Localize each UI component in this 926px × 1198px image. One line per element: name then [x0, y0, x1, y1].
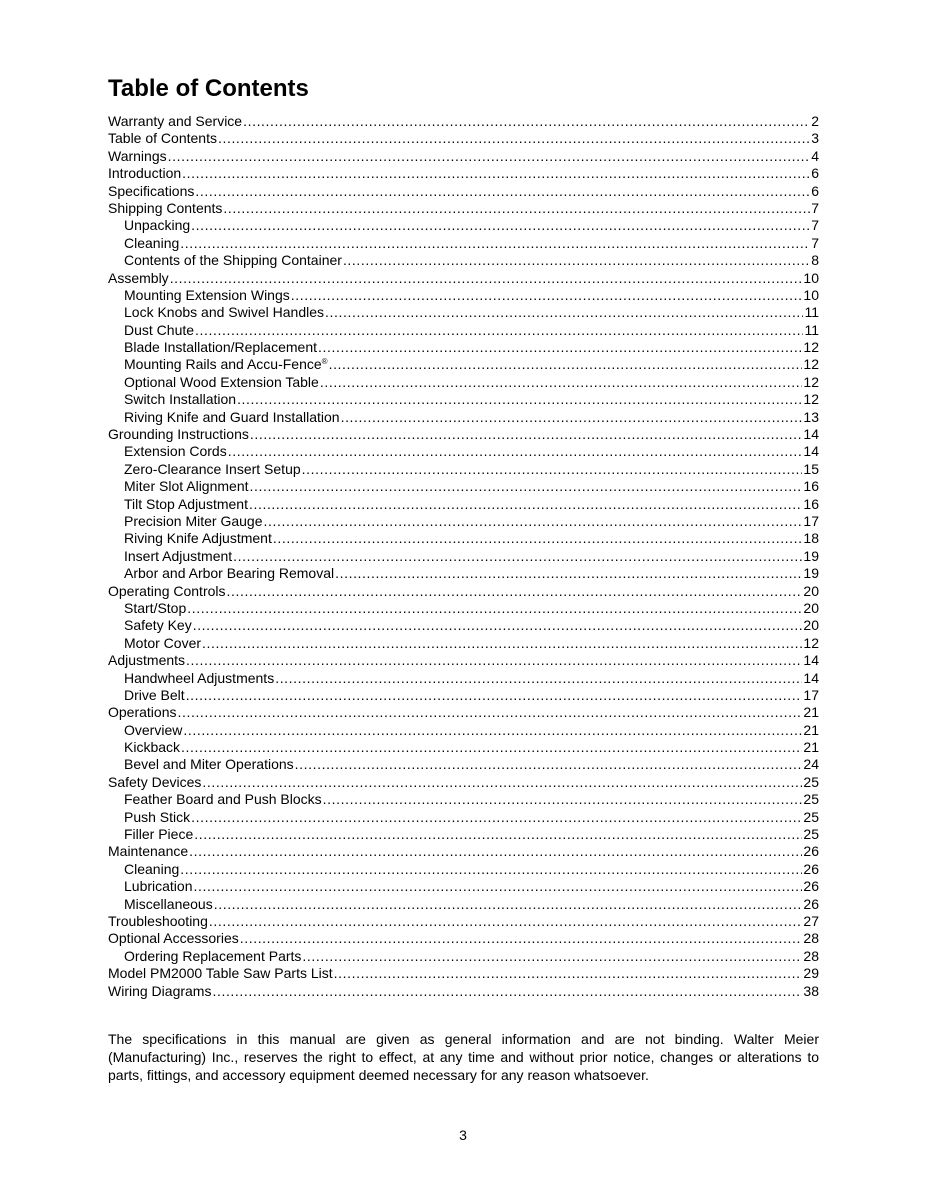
toc-entry-page: 8 — [811, 252, 819, 269]
toc-entry-page: 25 — [803, 808, 819, 825]
toc-entry-text: Lock Knobs and Swivel Handles — [124, 304, 325, 321]
toc-entry-page: 7 — [811, 199, 819, 216]
toc-entry-label — [124, 861, 179, 878]
toc-entry-label — [108, 983, 211, 1000]
toc-entry-text: Warnings — [108, 147, 167, 164]
toc-entry-page: 25 — [803, 773, 819, 790]
toc-entry-label — [124, 322, 194, 339]
dot-leader — [228, 443, 803, 460]
toc-entry-label — [124, 374, 319, 391]
toc-entry-page: 27 — [803, 912, 819, 929]
dot-leader — [212, 983, 802, 1000]
dot-leader — [187, 600, 802, 617]
toc-entry-text: Operations — [108, 704, 177, 721]
toc-entry-page: 3 — [811, 130, 819, 147]
dot-leader — [250, 426, 803, 443]
dot-leader — [177, 704, 802, 721]
toc-entry-page: 28 — [803, 930, 819, 947]
toc-entry-label — [124, 252, 342, 269]
dot-leader — [323, 791, 803, 808]
toc-subentry — [108, 252, 819, 269]
toc-entry-text: Model PM2000 Table Saw Parts List — [108, 965, 333, 982]
toc-subentry — [108, 861, 819, 878]
toc-entry-text: Warranty and Service — [108, 113, 243, 129]
toc-subentry — [108, 374, 819, 391]
toc-subentry — [108, 304, 819, 321]
toc-entry-label — [108, 426, 249, 443]
toc-entry — [108, 583, 819, 600]
toc-entry-page: 25 — [803, 826, 819, 843]
toc-entry-text: Adjustments — [108, 652, 186, 669]
toc-entry-page: 6 — [811, 182, 819, 199]
toc-entry-page: 13 — [803, 408, 819, 425]
toc-entry-page: 26 — [803, 860, 819, 877]
toc-entry-text: Motor Cover — [124, 634, 202, 651]
toc-subentry — [108, 235, 819, 252]
dot-leader — [202, 774, 802, 791]
toc-subentry — [108, 391, 819, 408]
toc-entry-text: Ordering Replacement Parts — [124, 947, 302, 964]
dot-leader — [334, 965, 803, 982]
toc-entry-text: Table of Contents — [108, 130, 217, 147]
toc-entry-text: Mounting Rails and Accu-Fence — [124, 356, 322, 373]
toc-entry-label — [124, 722, 182, 739]
toc-entry-text: Overview — [124, 721, 183, 738]
toc-entry-label — [124, 687, 185, 704]
toc-entry-text: Grounding Instructions — [108, 426, 249, 443]
dot-leader — [318, 339, 802, 356]
toc-entry-page: 21 — [803, 721, 819, 738]
toc-entry-page: 21 — [803, 704, 819, 721]
toc-entry-label — [124, 304, 324, 321]
dot-leader — [218, 130, 810, 147]
toc-entry-text: Extension Cords — [124, 443, 227, 460]
toc-subentry — [108, 496, 819, 513]
toc-entry — [108, 965, 819, 982]
toc-entry-label — [124, 530, 272, 547]
toc-entry-label — [108, 652, 185, 669]
toc-entry-text: Unpacking — [124, 217, 191, 234]
toc-entry-label — [124, 896, 213, 913]
toc-entry-page: 12 — [803, 339, 819, 356]
toc-entry-text: Zero-Clearance Insert Setup — [124, 460, 301, 477]
toc-entry-text: Cleaning — [124, 234, 180, 251]
toc-entry — [108, 913, 819, 930]
dot-leader — [320, 374, 803, 391]
toc-entry-label — [124, 548, 232, 565]
toc-entry — [108, 843, 819, 860]
toc-entry-label — [108, 704, 176, 721]
dot-leader — [341, 409, 803, 426]
toc-subentry — [108, 948, 819, 965]
toc-entry-text: Drive Belt — [124, 686, 185, 703]
toc-entry-page: 24 — [803, 756, 819, 773]
dot-leader — [209, 913, 803, 930]
toc-entry-label — [124, 217, 190, 234]
toc-subentry — [108, 217, 819, 234]
toc-entry-page: 14 — [803, 443, 819, 460]
dot-leader — [183, 722, 802, 739]
toc-entry — [108, 148, 819, 165]
toc-entry-text: Handwheel Adjustments — [124, 669, 275, 686]
dot-leader — [191, 217, 810, 234]
toc-entry-text: Riving Knife Adjustment — [124, 530, 272, 547]
toc-entry-page: 29 — [803, 965, 819, 982]
toc-subentry — [108, 722, 819, 739]
toc-entry-label — [124, 756, 294, 773]
toc-entry-page: 15 — [803, 460, 819, 477]
toc-entry-page: 14 — [803, 426, 819, 443]
toc-entry-page: 26 — [803, 843, 819, 860]
dot-leader — [194, 878, 803, 895]
toc-entry-label — [124, 339, 317, 356]
dot-leader — [195, 322, 803, 339]
toc-entry-label — [108, 930, 239, 947]
toc-entry-label — [124, 461, 301, 478]
toc-entry-text: Maintenance — [108, 843, 189, 860]
toc-entry-page: 38 — [803, 982, 819, 999]
toc-entry-text: Optional Accessories — [108, 930, 239, 947]
toc-entry-label — [124, 878, 193, 895]
toc-entry-label — [108, 165, 181, 182]
dot-leader — [186, 652, 802, 669]
toc-entry-label — [124, 513, 263, 530]
toc-entry — [108, 983, 819, 1000]
toc-entry-page: 26 — [803, 895, 819, 912]
dot-leader — [295, 756, 803, 773]
dot-leader — [335, 565, 802, 582]
toc-entry — [108, 200, 819, 217]
toc-entry-text: Optional Wood Extension Table — [124, 373, 319, 390]
dot-leader — [180, 235, 810, 252]
toc-subentry — [108, 878, 819, 895]
toc-entry-page: 21 — [803, 739, 819, 756]
toc-subentry — [108, 826, 819, 843]
toc-entry-text: Kickback — [124, 739, 181, 756]
toc-entry-page: 10 — [803, 269, 819, 286]
toc-entry — [108, 183, 819, 200]
toc-entry-text: Wiring Diagrams — [108, 982, 212, 999]
toc-entry-text: Start/Stop — [124, 599, 187, 616]
toc-entry — [108, 774, 819, 791]
toc-entry-text: Assembly — [108, 269, 169, 286]
toc-subentry — [108, 356, 819, 373]
toc-entry-text: Cleaning — [124, 860, 180, 877]
dot-leader — [343, 252, 810, 269]
toc-subentry — [108, 339, 819, 356]
toc-subentry — [108, 670, 819, 687]
dot-leader — [275, 670, 802, 687]
toc-entry — [108, 113, 819, 130]
toc-entry-label — [124, 478, 249, 495]
toc-entry — [108, 165, 819, 182]
toc-subentry — [108, 896, 819, 913]
dot-leader — [202, 635, 802, 652]
dot-leader — [182, 165, 810, 182]
toc-entry-text: Blade Installation/Replacement — [124, 339, 318, 356]
toc-subentry — [108, 409, 819, 426]
toc-entry-page: 18 — [803, 530, 819, 547]
toc-entry-text: Dust Chute — [124, 321, 195, 338]
toc-entry-page: 20 — [803, 582, 819, 599]
toc-entry-label — [108, 774, 201, 791]
toc-entry-page: 12 — [803, 634, 819, 651]
toc-entry-label — [108, 965, 333, 982]
toc-entry-page: 20 — [803, 599, 819, 616]
toc-subentry — [108, 791, 819, 808]
dot-leader — [264, 513, 803, 530]
toc-entry-text: Introduction — [108, 165, 182, 182]
toc-entry-page: 28 — [803, 947, 819, 964]
dot-leader — [186, 687, 803, 704]
dot-leader — [237, 391, 802, 408]
toc-entry-text: Lubrication — [124, 878, 193, 895]
toc-entry-label — [124, 496, 248, 513]
toc-subentry — [108, 809, 819, 826]
toc-entry — [108, 652, 819, 669]
toc-entry-text: Safety Devices — [108, 773, 202, 790]
toc-entry-label — [124, 739, 180, 756]
toc-entry — [108, 270, 819, 287]
toc-entry-label — [124, 565, 334, 582]
toc-entry-page: 16 — [803, 495, 819, 512]
dot-leader — [180, 861, 802, 878]
toc-entry-page: 25 — [803, 791, 819, 808]
toc-subentry — [108, 756, 819, 773]
toc-entry-page: 19 — [803, 565, 819, 582]
dot-leader — [191, 809, 802, 826]
toc-entry-page: 4 — [811, 147, 819, 164]
toc-subentry — [108, 478, 819, 495]
toc-entry — [108, 930, 819, 947]
toc-entry-label — [124, 809, 190, 826]
toc-subentry — [108, 600, 819, 617]
toc-entry-page: 10 — [803, 286, 819, 303]
toc-subentry — [108, 548, 819, 565]
toc-subentry — [108, 322, 819, 339]
toc-entry-label — [108, 148, 167, 165]
toc-entry-text: Shipping Contents — [108, 199, 223, 216]
dot-leader — [189, 843, 802, 860]
dot-leader — [243, 113, 810, 130]
toc-entry-page: 12 — [803, 356, 819, 373]
page-title: Table of Contents — [108, 75, 309, 102]
toc-entry-page: 19 — [803, 547, 819, 564]
toc-entry — [108, 704, 819, 721]
toc-entry-text: Tilt Stop Adjustment — [124, 495, 248, 512]
toc-entry-text: Riving Knife and Guard Installation — [124, 408, 340, 425]
toc-entry-text: Safety Key — [124, 617, 192, 634]
toc-entry-label — [124, 948, 301, 965]
toc-entry-text: Troubleshooting — [108, 912, 208, 929]
toc-entry-page: 14 — [803, 652, 819, 669]
dot-leader — [223, 200, 810, 217]
toc-entry-label — [124, 356, 328, 373]
toc-entry-label — [108, 130, 217, 147]
toc-entry-page: 14 — [803, 669, 819, 686]
dot-leader — [194, 826, 802, 843]
table-of-contents — [108, 113, 819, 1000]
dot-leader — [291, 287, 803, 304]
toc-entry-label — [124, 287, 290, 304]
dot-leader — [325, 304, 803, 321]
toc-entry-page: 11 — [804, 321, 819, 338]
toc-entry-label — [108, 583, 226, 600]
dot-leader — [233, 548, 802, 565]
toc-subentry — [108, 530, 819, 547]
toc-entry-label — [124, 391, 236, 408]
toc-entry-label — [124, 235, 179, 252]
toc-entry — [108, 130, 819, 147]
toc-entry-page: 7 — [811, 217, 819, 234]
toc-entry — [108, 426, 819, 443]
toc-entry-label — [108, 200, 222, 217]
dot-leader — [302, 461, 803, 478]
page-number: 3 — [459, 1127, 467, 1143]
toc-entry-label — [124, 600, 186, 617]
toc-entry-text: Contents of the Shipping Container — [124, 252, 342, 269]
toc-entry-page: 2 — [811, 113, 819, 129]
toc-entry-label — [108, 843, 188, 860]
toc-subentry — [108, 687, 819, 704]
toc-entry-text: Bevel and Miter Operations — [124, 756, 294, 773]
toc-subentry — [108, 617, 819, 634]
toc-entry-text: Insert Adjustment — [124, 547, 233, 564]
dot-leader — [195, 183, 810, 200]
toc-entry-page: 16 — [803, 478, 819, 495]
dot-leader — [181, 739, 802, 756]
dot-leader — [168, 148, 811, 165]
toc-entry-page: 7 — [811, 234, 819, 251]
toc-subentry — [108, 287, 819, 304]
toc-entry-page: 6 — [811, 165, 819, 182]
dot-leader — [214, 896, 803, 913]
toc-entry-text: Switch Installation — [124, 391, 237, 408]
toc-subentry — [108, 635, 819, 652]
toc-entry-text: Filler Piece — [124, 826, 194, 843]
dot-leader — [240, 930, 803, 947]
registered-mark: ® — [321, 357, 328, 367]
toc-entry-label — [124, 791, 322, 808]
dot-leader — [250, 478, 803, 495]
toc-entry-page: 26 — [803, 878, 819, 895]
toc-entry-text: Precision Miter Gauge — [124, 512, 263, 529]
toc-entry-text: Mounting Extension Wings — [124, 286, 290, 303]
toc-entry-label — [108, 183, 194, 200]
toc-entry-page: 17 — [803, 512, 819, 529]
toc-entry-label — [124, 409, 340, 426]
dot-leader — [227, 583, 803, 600]
toc-subentry — [108, 461, 819, 478]
dot-leader — [249, 496, 802, 513]
toc-entry-text: Miter Slot Alignment — [124, 478, 249, 495]
toc-entry-text: Miscellaneous — [124, 895, 213, 912]
toc-subentry — [108, 739, 819, 756]
dot-leader — [193, 617, 803, 634]
toc-entry-label — [124, 670, 274, 687]
dot-leader — [329, 356, 803, 373]
toc-entry-page: 12 — [803, 391, 819, 408]
disclaimer-paragraph: The specifications in this manual are given as general information and are not binding. Walter Meier (Manufacturing) Inc., reserves the right to effect, at any time and without prior notice, changes or alterations to parts, fittings, and accessory equipment deemed necessary for any reason whatsoever. — [108, 1031, 819, 1083]
toc-subentry — [108, 565, 819, 582]
toc-entry-page: 20 — [803, 617, 819, 634]
toc-subentry — [108, 513, 819, 530]
dot-leader — [302, 948, 802, 965]
toc-entry-page: 11 — [804, 304, 819, 321]
toc-entry-label — [124, 826, 193, 843]
toc-entry-label — [124, 617, 192, 634]
dot-leader — [170, 270, 803, 287]
toc-entry-text: Operating Controls — [108, 582, 226, 599]
toc-entry-label — [108, 270, 169, 287]
toc-entry-page: 17 — [803, 686, 819, 703]
toc-entry-label — [108, 113, 242, 130]
toc-entry-text: Arbor and Arbor Bearing Removal — [124, 565, 335, 582]
toc-entry-label — [108, 913, 208, 930]
toc-entry-text: Push Stick — [124, 808, 191, 825]
toc-entry-text: Feather Board and Push Blocks — [124, 791, 322, 808]
toc-entry-page: 12 — [803, 373, 819, 390]
toc-entry-text: Specifications — [108, 182, 195, 199]
dot-leader — [273, 530, 803, 547]
toc-entry-label — [124, 635, 201, 652]
toc-entry-label — [124, 443, 227, 460]
toc-subentry — [108, 443, 819, 460]
